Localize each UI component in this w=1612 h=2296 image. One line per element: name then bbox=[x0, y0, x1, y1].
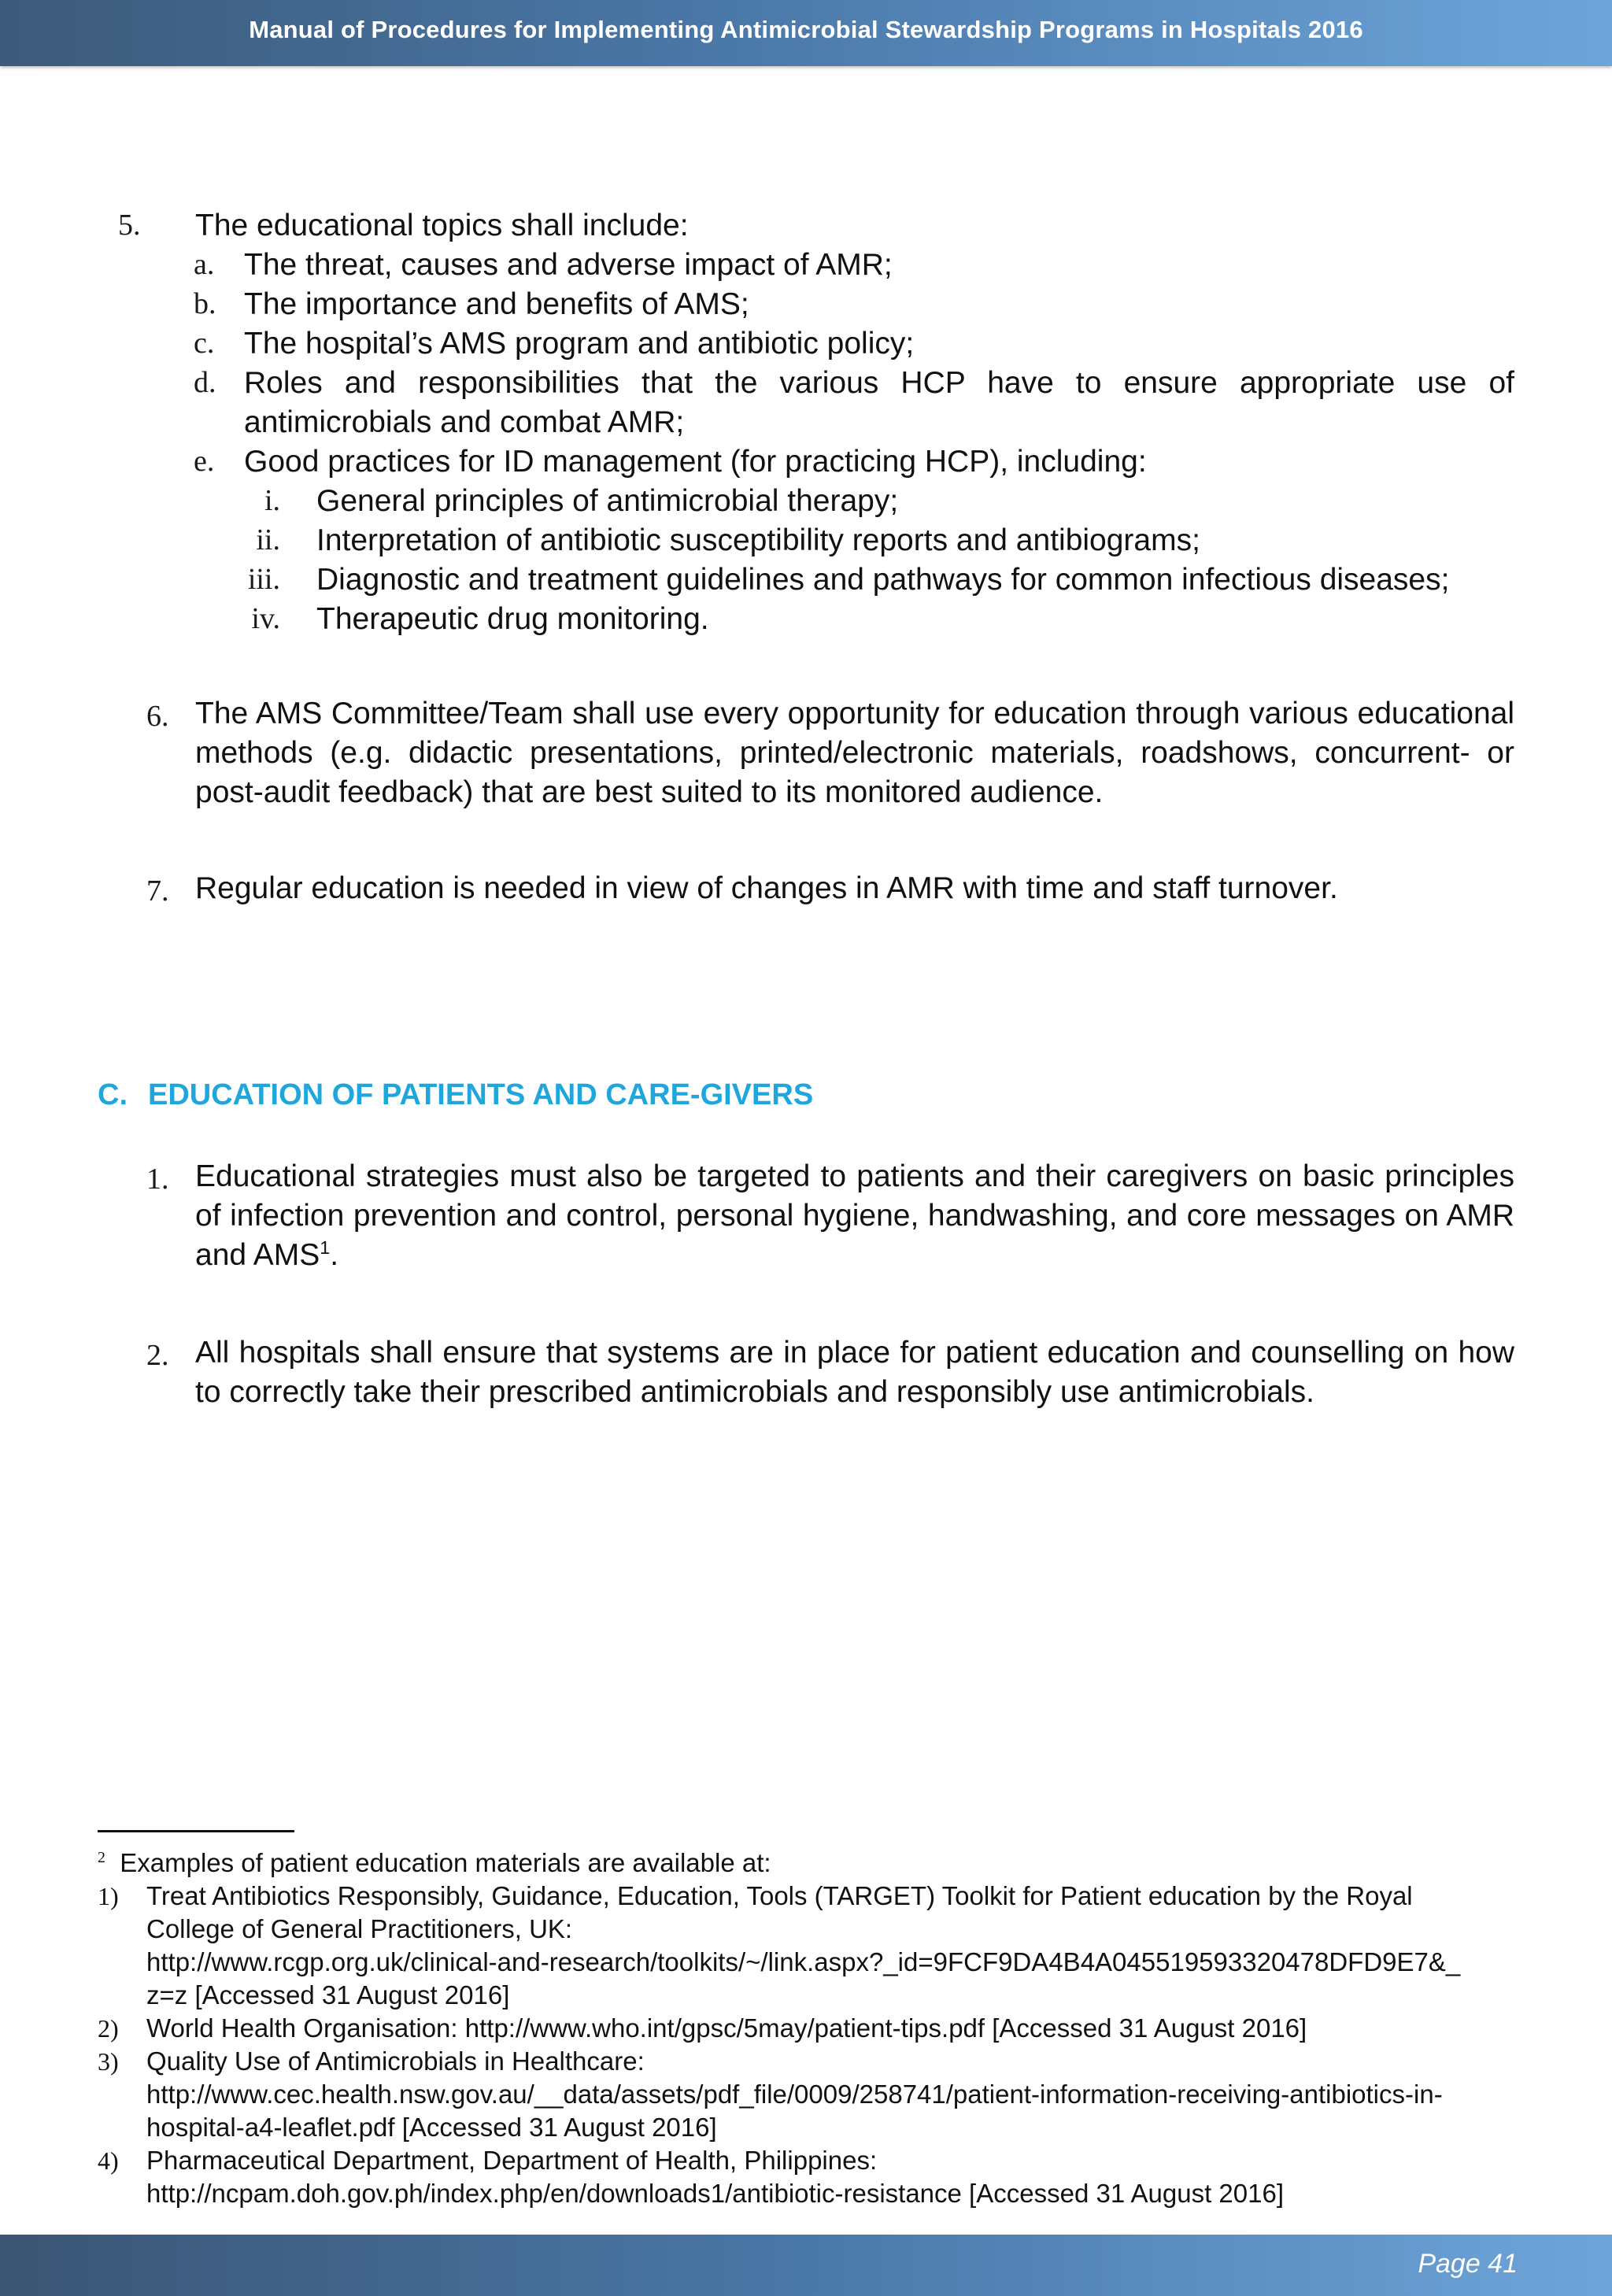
c-item-1-text: Educational strategies must also be targeted to patients and their caregivers on basic principles of infection prevention and control, personal hygiene, handwashing, and core messages on AMR and AMS bbox=[195, 1159, 1514, 1272]
roman-text-iv: Therapeutic drug monitoring. bbox=[316, 602, 709, 636]
roman-text-iii: Diagnostic and treatment guidelines and pathways for common infectious diseases; bbox=[316, 563, 1450, 597]
sub-text-d: Roles and responsibilities that the various HCP have to ensure appropriate use of antimicrobials and combat AMR; bbox=[244, 366, 1514, 439]
roman-text-ii: Interpretation of antibiotic susceptibility reports and antibiograms; bbox=[316, 523, 1200, 557]
item-7-number: 7. bbox=[146, 874, 169, 908]
footnote-1-line-1: Treat Antibiotics Responsibly, Guidance, Education, Tools (TARGET) Toolkit for Patient education by the Royal bbox=[146, 1881, 1413, 1910]
sub-text-a: The threat, causes and adverse impact of AMR; bbox=[244, 248, 893, 282]
sub-label-e: e. bbox=[194, 445, 215, 478]
roman-label-ii: ii. bbox=[256, 523, 280, 556]
footnote-marker: 2 bbox=[98, 1849, 105, 1866]
c-item-1-end: . bbox=[330, 1238, 339, 1272]
footnote-3-link[interactable]: http://www.cec.health.nsw.gov.au/__data/assets/pdf_file/0009/258741/patient-information-receiving-antibiotics-in- bbox=[146, 2080, 1443, 2109]
footnote-num-2: 2) bbox=[98, 2014, 119, 2043]
section-c-title: EDUCATION OF PATIENTS AND CARE-GIVERS bbox=[148, 1078, 814, 1111]
sub-text-c: The hospital’s AMS program and antibiotic policy; bbox=[244, 327, 915, 360]
roman-label-i: i. bbox=[264, 484, 280, 517]
footnote-3-line-1: Quality Use of Antimicrobials in Healthcare: bbox=[146, 2046, 645, 2076]
footnote-divider bbox=[98, 1830, 294, 1832]
footnote-num-4: 4) bbox=[98, 2146, 119, 2175]
item-6-number: 6. bbox=[146, 700, 169, 733]
footnote-1-line-2: College of General Practitioners, UK: bbox=[146, 1914, 573, 1943]
footnote-num-1: 1) bbox=[98, 1882, 119, 1910]
sub-text-b: The importance and benefits of AMS; bbox=[244, 287, 749, 321]
item-6-text: The AMS Committee/Team shall use every opportunity for education through various educational methods (e.g. didactic presentations, printed/electronic materials, roadshows, concurrent- or post-audit feedback) that are best suited to its monitored audience. bbox=[195, 697, 1514, 809]
footnote-4-line-1: Pharmaceutical Department, Department of Health, Philippines: bbox=[146, 2146, 878, 2175]
section-c-letter: C. bbox=[98, 1078, 128, 1111]
sub-label-c: c. bbox=[194, 327, 215, 360]
page-number: Page 41 bbox=[1418, 2249, 1518, 2279]
footnote-intro-line bbox=[98, 1847, 771, 1880]
item-5-text: The educational topics shall include: bbox=[195, 209, 689, 242]
sub-label-a: a. bbox=[194, 248, 215, 281]
c-item-2-number: 2. bbox=[146, 1339, 169, 1372]
item-7-text: Regular education is needed in view of changes in AMR with time and staff turnover. bbox=[195, 871, 1338, 905]
footnote-2-line-1[interactable]: World Health Organisation: http://www.who.int/gpsc/5may/patient-tips.pdf [Accessed 31 August 2016] bbox=[146, 2013, 1307, 2043]
footnote-intro: Examples of patient education materials are available at: bbox=[120, 1848, 771, 1877]
footnote-ref: 1 bbox=[320, 1237, 331, 1258]
footer-bar bbox=[0, 2235, 1612, 2296]
header-bar bbox=[0, 0, 1612, 66]
roman-text-i: General principles of antimicrobial therapy; bbox=[316, 484, 899, 518]
c-item-1-number: 1. bbox=[146, 1163, 169, 1196]
document-title: Manual of Procedures for Implementing Antimicrobial Stewardship Programs in Hospitals 2016 bbox=[249, 16, 1363, 43]
footnote-1-link[interactable]: http://www.rcgp.org.uk/clinical-and-research/toolkits/~/link.aspx?_id=9FCF9DA4B4A045519593320478DFD9E7&_ bbox=[146, 1947, 1461, 1976]
roman-label-iv: iv. bbox=[251, 602, 280, 635]
footnote-3-line-3: hospital-a4-leaflet.pdf [Accessed 31 August 2016] bbox=[146, 2113, 717, 2142]
footnote-1-line-4: z=z [Accessed 31 August 2016] bbox=[146, 1980, 510, 2009]
footnote-num-3: 3) bbox=[98, 2047, 119, 2076]
footnote-4-link[interactable]: http://ncpam.doh.gov.ph/index.php/en/downloads1/antibiotic-resistance [Accessed 31 August 2016] bbox=[146, 2179, 1285, 2208]
section-c-heading bbox=[98, 1078, 813, 1112]
c-item-2-text: All hospitals shall ensure that systems are in place for patient education and counselling on how to correctly take their prescribed antimicrobials and responsibly use antimicrobials. bbox=[195, 1336, 1514, 1409]
roman-label-iii: iii. bbox=[247, 563, 280, 596]
sub-label-b: b. bbox=[194, 287, 216, 320]
c-item-1-paragraph bbox=[195, 1157, 1514, 1275]
sub-text-e: Good practices for ID management (for practicing HCP), including: bbox=[244, 445, 1147, 479]
sub-label-d: d. bbox=[194, 366, 216, 399]
item-5-number: 5. bbox=[118, 209, 141, 242]
